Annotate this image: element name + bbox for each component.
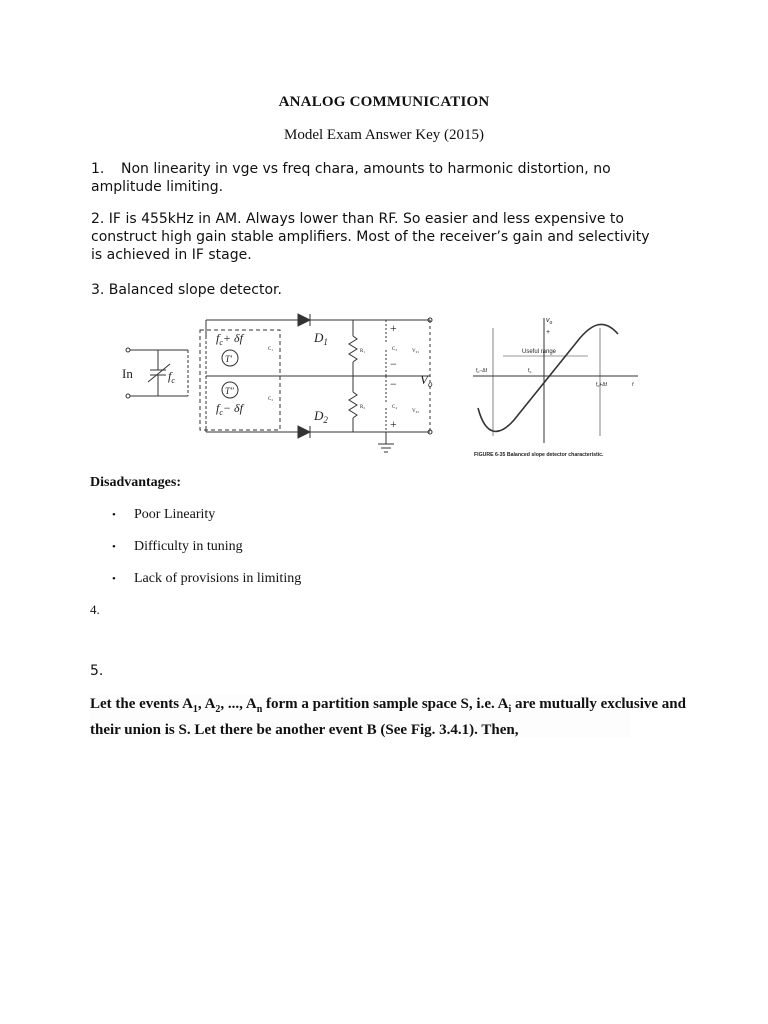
list-item-text: Poor Linearity <box>134 507 216 522</box>
label-input: In <box>122 366 133 381</box>
label-c3: C₃ <box>392 347 398 352</box>
label-d1: $D_1$ <box>314 330 328 347</box>
list-item-text: Lack of provisions in limiting <box>134 571 302 586</box>
label-r1: R₁ <box>360 349 366 354</box>
label-vo: $V_o$ <box>420 372 433 389</box>
events-text-e: are mutually exclusive and <box>511 696 686 712</box>
events-text-d: form a partition sample space S, i.e. A <box>262 696 509 712</box>
graph-label-plus: + <box>546 329 551 336</box>
label-v2: V₀₂ <box>412 409 420 414</box>
label-c1: C₁ <box>268 347 274 352</box>
label-minus-mid-2: − <box>390 377 397 391</box>
bullet-icon: • <box>112 573 116 585</box>
label-t2: T″ <box>225 386 234 396</box>
diode-d1 <box>298 314 310 326</box>
events-sub-2: 2 <box>215 704 221 715</box>
answer-4-number: 4. <box>90 602 100 617</box>
diode-d2 <box>298 426 310 438</box>
resistor-r1 <box>349 336 357 362</box>
graph-label-left-freq: $f_c-\Delta f$ <box>476 368 488 374</box>
label-plus-bottom: + <box>390 417 397 431</box>
list-item <box>112 570 301 602</box>
input-terminal-top <box>126 348 130 352</box>
disadvantages-heading: Disadvantages: <box>90 475 182 490</box>
events-sub-1: 1 <box>192 704 198 715</box>
label-d2: $D_2$ <box>314 408 328 425</box>
graph-label-right-freq: $f_c+\Delta f$ <box>596 382 608 388</box>
balanced-slope-detector-figure <box>118 308 658 466</box>
graph-label-center-freq: $f_c$ <box>528 368 532 374</box>
events-text-a: Let the events A <box>90 696 193 712</box>
bullet-icon: • <box>112 541 116 553</box>
resistor-r2 <box>349 392 357 418</box>
bullet-icon: • <box>112 509 116 521</box>
label-c2: C₂ <box>268 397 274 402</box>
answer-1-number: 1. <box>91 161 105 177</box>
graph-label-f: f <box>632 382 634 388</box>
answer-1-text: Non linearity in vge vs freq chara, amounts to harmonic distortion, no amplitude limiting. <box>91 161 611 195</box>
answer-5-number: 5. <box>90 663 104 679</box>
label-plus-top: + <box>390 321 397 335</box>
events-line-2: their union is S. Let there be another event B (See Fig. 3.4.1). Then, <box>90 722 519 738</box>
answer-1 <box>91 160 651 196</box>
events-excerpt <box>90 694 686 738</box>
events-text-b: , A <box>197 696 216 712</box>
label-lower-tank: $f_c- \delta f$ <box>216 401 243 417</box>
label-v1: V₀₁ <box>412 349 420 354</box>
events-sub-i: i <box>508 704 512 715</box>
graph-curve <box>478 324 618 431</box>
label-c4: C₄ <box>392 405 398 410</box>
document-subtitle: Model Exam Answer Key (2015) <box>284 127 484 143</box>
label-t1: T′ <box>225 354 232 364</box>
tank-box <box>200 330 280 430</box>
list-item <box>112 538 301 570</box>
document-title: ANALOG COMMUNICATION <box>278 94 490 110</box>
events-sub-n: n <box>256 704 263 715</box>
answer-2: 2. IF is 455kHz in AM. Always lower than RF. So easier and less expensive to construct high gain stable amplifiers. Most of the receiver’s gain and selectivity is achieved in IF stage. <box>91 211 650 263</box>
disadvantages-list <box>112 506 301 602</box>
label-r2: R₂ <box>360 405 366 410</box>
graph-label-vo: $v_o$ <box>546 317 553 326</box>
answer-3: 3. Balanced slope detector. <box>91 282 282 298</box>
input-terminal-bottom <box>126 394 130 398</box>
graph-caption: FIGURE 6-35 Balanced slope detector characteristic. <box>474 452 604 458</box>
characteristic-graph <box>473 318 638 443</box>
list-item <box>112 506 301 538</box>
input-cap-arrow <box>148 364 170 382</box>
list-item-text: Difficulty in tuning <box>134 539 243 554</box>
label-fc: $f_c$ <box>168 369 175 385</box>
label-minus-mid-1: − <box>390 357 397 371</box>
events-line-1 <box>90 694 686 720</box>
events-text-c: , ..., A <box>220 696 257 712</box>
label-upper-tank: $f_c+ \delta f$ <box>216 331 243 347</box>
graph-label-useful-range: Useful range <box>522 349 557 355</box>
